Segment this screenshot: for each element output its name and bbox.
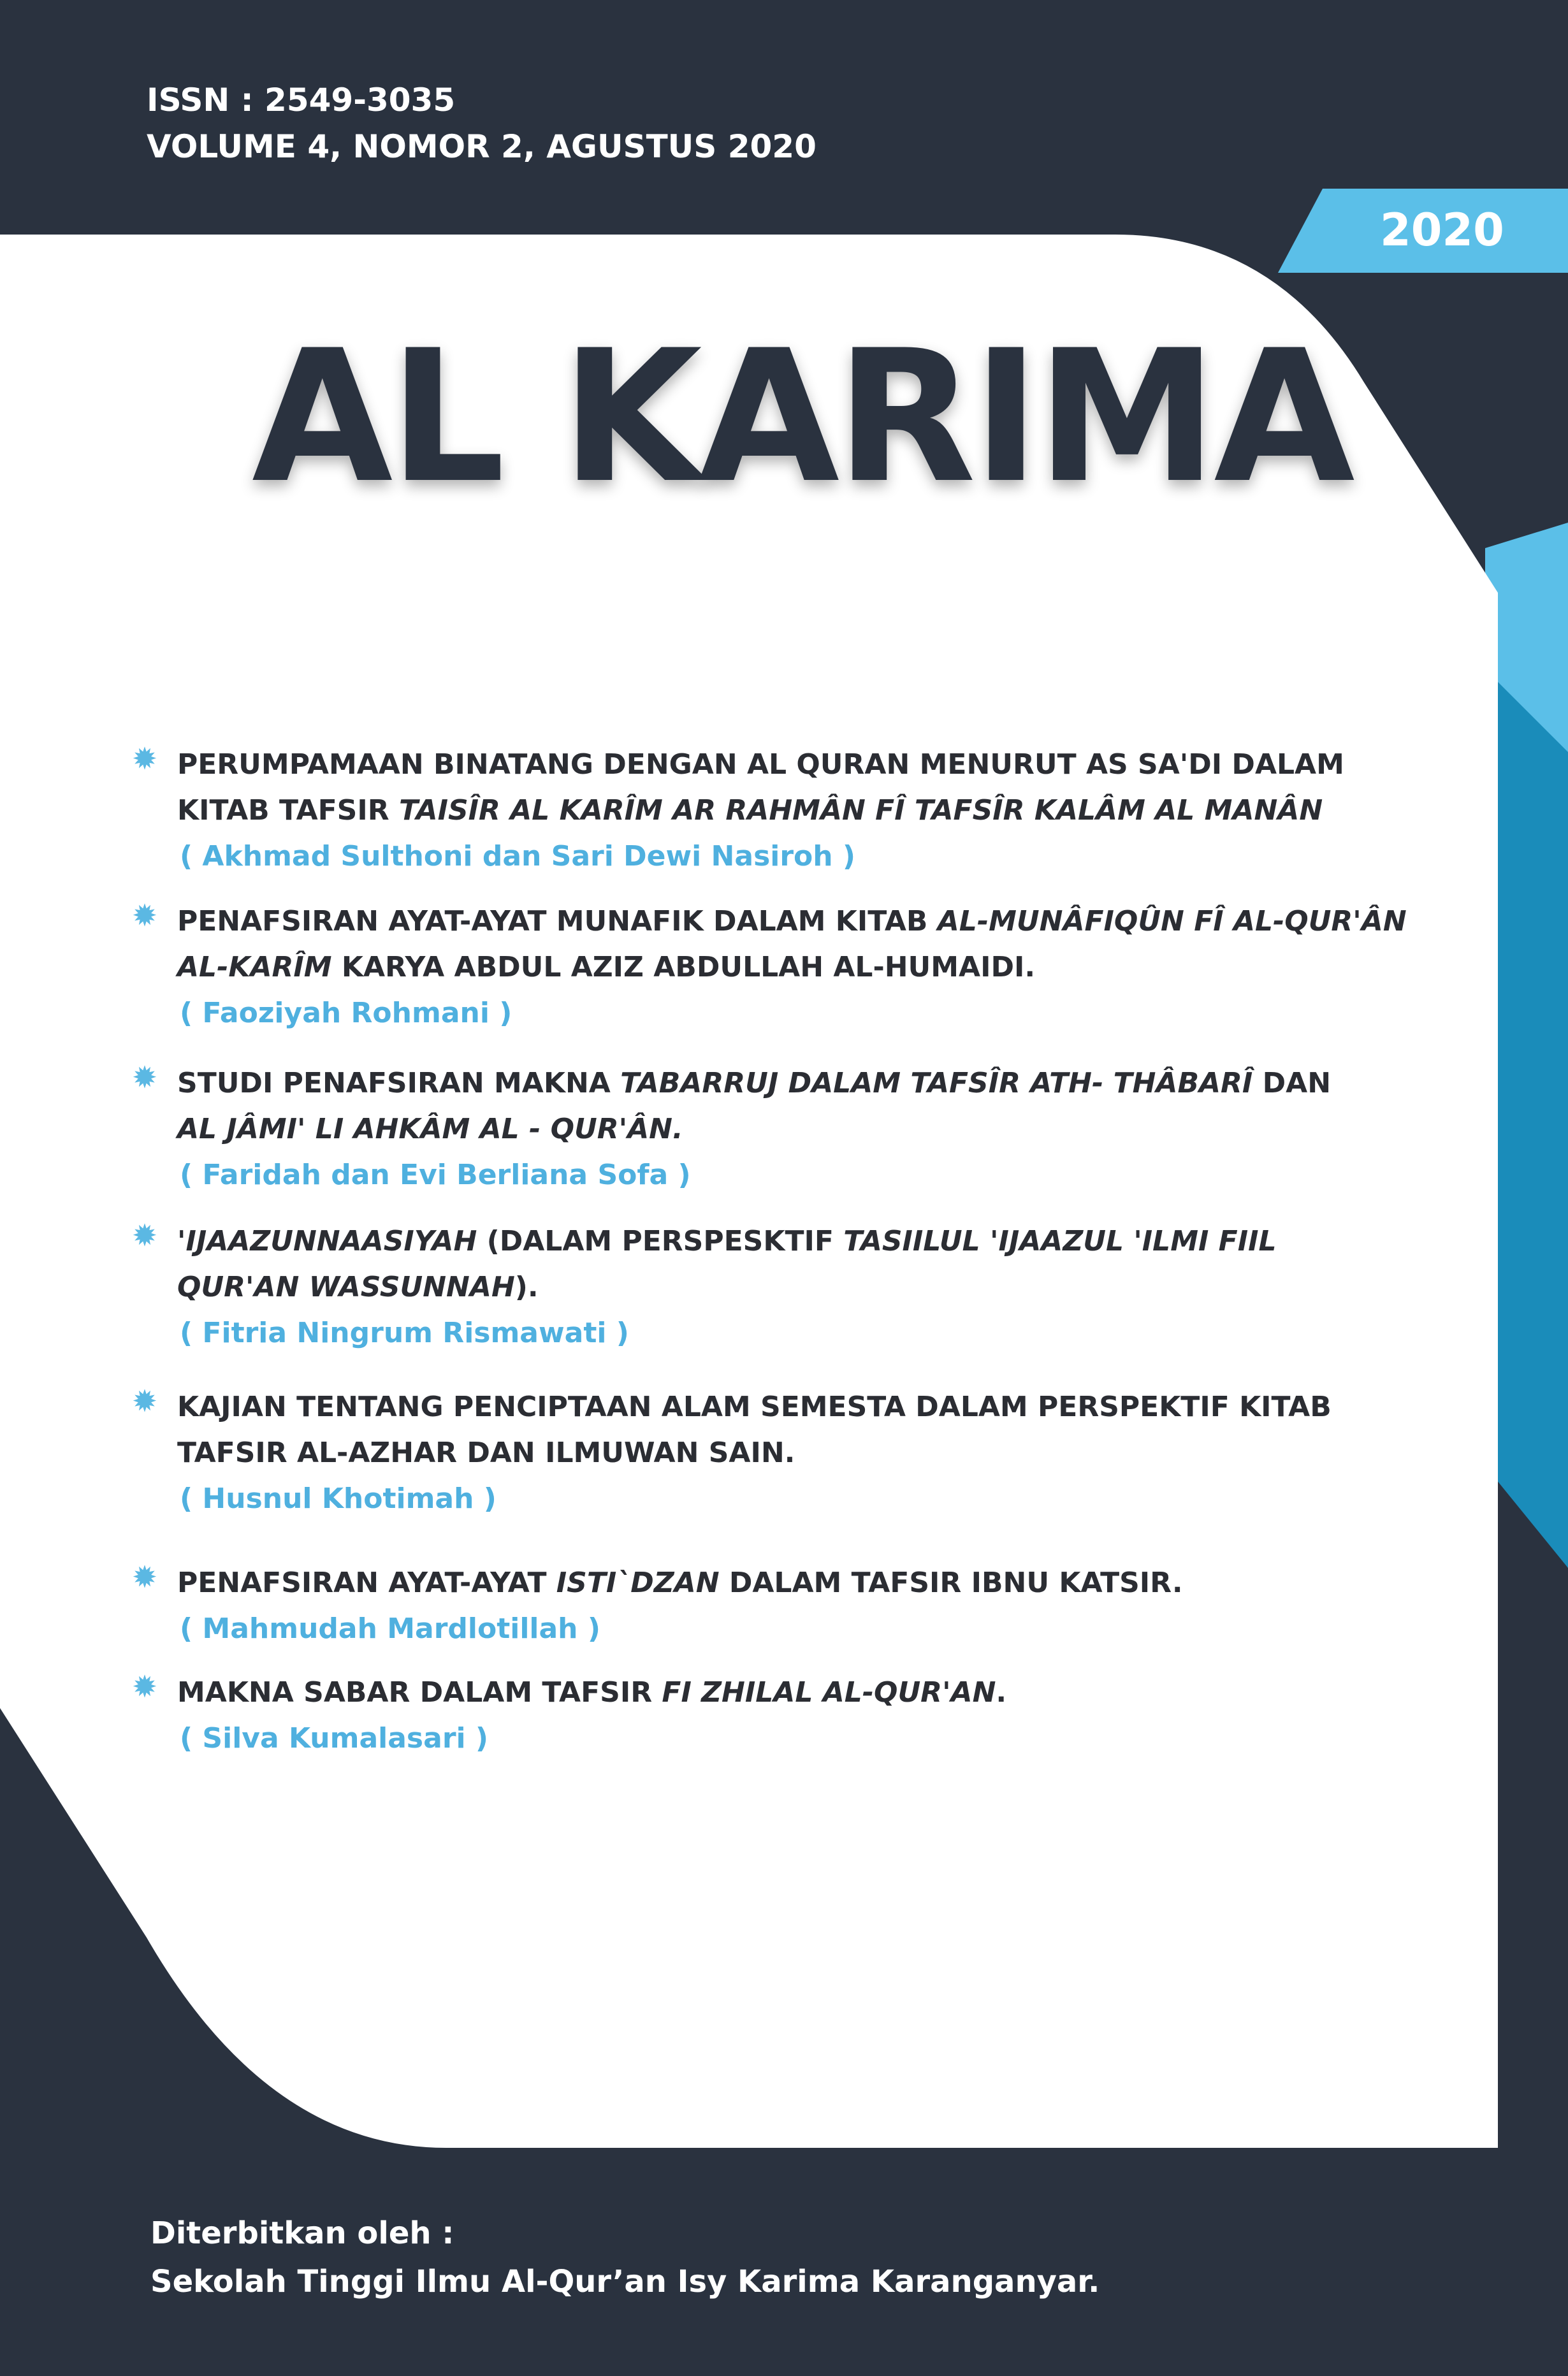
article-title-line: [177, 1670, 1453, 1716]
article-entry: [127, 1219, 1453, 1356]
article-author: ( Husnul Khotimah ): [180, 1482, 497, 1515]
article-title-italic: TASIILUL 'IJAAZUL 'ILMI FIIL: [843, 1225, 1277, 1257]
publisher-name: Sekolah Tinggi Ilmu Al-Qur’an Isy Karima Karanganyar.: [150, 2264, 1100, 2300]
bullet-icon: ✹: [131, 741, 158, 777]
article-title-text: KARYA ABDUL AZIZ ABDULLAH AL-HUMAIDI.: [331, 951, 1036, 983]
article-title-line: [177, 1384, 1453, 1430]
article-title-text: PENAFSIRAN AYAT-AYAT: [177, 1567, 556, 1599]
article-title-italic: AL JÂMI' LI AHKÂM AL - QUR'ÂN.: [177, 1113, 683, 1145]
article-title-italic: TAISÎR AL KARÎM AR RAHMÂN FÎ TAFSÎR KALÂM AL MANÂN: [398, 794, 1323, 827]
bullet-icon: ✹: [131, 1384, 158, 1419]
journal-title: AL KARIMA: [252, 312, 1351, 523]
article-title-line: [177, 1061, 1453, 1106]
article-title-italic: TABARRUJ DALAM TAFSÎR ATH- THÂBARÎ: [620, 1067, 1253, 1099]
article-title-line: [177, 1264, 1453, 1310]
article-title-text: DALAM TAFSIR IBNU KATSIR.: [719, 1567, 1183, 1599]
article-title-text: KITAB TAFSIR: [177, 794, 399, 827]
article-title-italic: 'IJAAZUNNAASIYAH: [177, 1225, 477, 1257]
bullet-icon: ✹: [131, 1669, 158, 1705]
article-entry: [127, 1384, 1453, 1522]
article-title-text: .: [996, 1676, 1007, 1709]
article-author: ( Fitria Ningrum Rismawati ): [180, 1317, 629, 1349]
article-entry: [127, 1670, 1453, 1762]
article-title-text: TAFSIR AL-AZHAR DAN ILMUWAN SAIN.: [177, 1437, 795, 1469]
article-title-italic: FI ZHILAL AL-QUR'AN: [662, 1676, 996, 1709]
article-title-text: ).: [514, 1271, 539, 1303]
article-title-line: [177, 742, 1453, 788]
bullet-icon: ✹: [131, 1060, 158, 1096]
article-author: ( Mahmudah Mardlotillah ): [180, 1612, 600, 1645]
article-title-text: (DALAM PERSPESKTIF: [477, 1225, 844, 1257]
article-title-text: MAKNA SABAR DALAM TAFSIR: [177, 1676, 662, 1709]
article-title-line: [177, 945, 1453, 990]
issn-label: ISSN : 2549-3035: [147, 82, 456, 119]
article-author: ( Akhmad Sulthoni dan Sari Dewi Nasiroh ): [180, 840, 856, 873]
year-badge: 2020: [1380, 204, 1504, 256]
article-title-text: PERUMPAMAAN BINATANG DENGAN AL QURAN MENURUT AS SA'DI DALAM: [177, 748, 1344, 781]
article-title-italic: QUR'AN WASSUNNAH: [177, 1271, 515, 1303]
article-entry: [127, 1061, 1453, 1198]
article-author: ( Faoziyah Rohmani ): [180, 997, 512, 1029]
article-title-text: STUDI PENAFSIRAN MAKNA: [177, 1067, 621, 1099]
article-entry: [127, 899, 1453, 1036]
bullet-icon: ✹: [131, 898, 158, 934]
article-title-line: [177, 1219, 1453, 1264]
article-title-line: [177, 1430, 1453, 1476]
bullet-icon: ✹: [131, 1560, 158, 1595]
article-author: ( Silva Kumalasari ): [180, 1722, 489, 1755]
article-title-line: [177, 788, 1453, 834]
article-title-text: DAN: [1252, 1067, 1332, 1099]
article-entry: [127, 742, 1453, 880]
article-title-text: PENAFSIRAN AYAT-AYAT MUNAFIK DALAM KITAB: [177, 905, 938, 938]
publisher-label: Diterbitkan oleh :: [150, 2215, 454, 2251]
article-title-line: [177, 1560, 1453, 1606]
article-title-italic: AL-KARÎM: [177, 951, 332, 983]
article-title-italic: ISTI`DZAN: [556, 1567, 720, 1599]
article-entry: [127, 1560, 1453, 1652]
bullet-icon: ✹: [131, 1218, 158, 1254]
article-title-line: [177, 1106, 1453, 1152]
volume-issue-label: VOLUME 4, NOMOR 2, AGUSTUS 2020: [147, 128, 817, 165]
article-author: ( Faridah dan Evi Berliana Sofa ): [180, 1159, 691, 1191]
article-title-text: KAJIAN TENTANG PENCIPTAAN ALAM SEMESTA DALAM PERSPEKTIF KITAB: [177, 1391, 1332, 1423]
article-title-italic: AL-MUNÂFIQÛN FÎ AL-QUR'ÂN: [937, 905, 1407, 938]
article-title-line: [177, 899, 1453, 945]
